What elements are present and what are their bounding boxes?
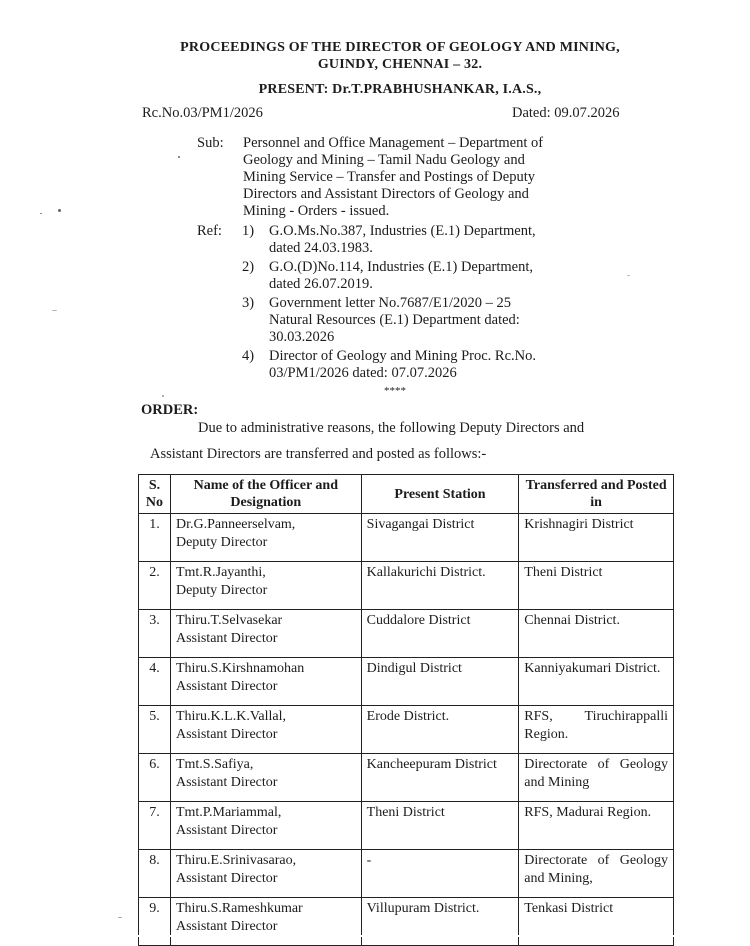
subject-label: Sub: xyxy=(197,135,224,151)
officer-designation: Assistant Director xyxy=(175,871,278,886)
present-station: Kallakurichi District. xyxy=(361,562,519,610)
row-sno: 1. xyxy=(139,514,171,562)
reference-item-4 xyxy=(269,348,610,382)
table-row xyxy=(139,706,674,754)
present-station: Villupuram District. xyxy=(361,898,519,946)
scan-speck xyxy=(52,310,57,311)
row-sno: 9. xyxy=(139,898,171,946)
present-station: Cuddalore District xyxy=(361,610,519,658)
officer-name: Thiru.E.Srinivasarao, xyxy=(175,853,297,868)
table-header-row xyxy=(139,475,674,514)
table-row xyxy=(139,754,674,802)
officer-designation: Assistant Director xyxy=(175,775,278,790)
table-row xyxy=(139,850,674,898)
reference-item-3 xyxy=(269,295,610,346)
scan-speck xyxy=(40,213,42,214)
officer-cell xyxy=(170,610,361,658)
subject-line: Mining - Orders - issued. xyxy=(243,203,390,219)
reference-item-2 xyxy=(269,259,610,293)
reference-number: Rc.No.03/PM1/2026 xyxy=(142,105,263,121)
reference-line: Director of Geology and Mining Proc. Rc.No. xyxy=(269,348,536,364)
row-sno: 3. xyxy=(139,610,171,658)
officer-name: Tmt.S.Safiya, xyxy=(175,757,254,772)
reference-line: G.O.(D)No.114, Industries (E.1) Department, xyxy=(269,259,534,275)
officer-cell xyxy=(170,706,361,754)
references-label: Ref: xyxy=(197,223,222,239)
reference-item-1 xyxy=(269,223,610,257)
reference-number-1: 1) xyxy=(242,223,255,239)
subject-line: Geology and Mining – Tamil Nadu Geology and xyxy=(243,152,525,168)
officer-cell xyxy=(170,802,361,850)
reference-line: Government letter No.7687/E1/2020 – 25 xyxy=(269,295,512,311)
officer-cell xyxy=(170,514,361,562)
officer-designation: Assistant Director xyxy=(175,631,278,646)
subject-line: Directors and Assistant Directors of Geology and xyxy=(243,186,529,202)
row-sno: 6. xyxy=(139,754,171,802)
reference-number-4: 4) xyxy=(242,348,255,364)
table-row xyxy=(139,562,674,610)
present-line: PRESENT: Dr.T.PRABHUSHANKAR, I.A.S., xyxy=(258,82,542,97)
row-sno: 5. xyxy=(139,706,171,754)
posted-in: Directorate of Geology and Mining xyxy=(519,754,674,802)
posted-in: Theni District xyxy=(519,562,674,610)
header-title-line2: GUINDY, CHENNAI – 32. xyxy=(317,57,483,72)
subject-text xyxy=(243,135,610,220)
scan-speck xyxy=(118,917,122,918)
column-header-posted-in: Transferred and Posted in xyxy=(519,475,674,514)
present-station: Dindigul District xyxy=(361,658,519,706)
subject-line: Personnel and Office Management – Department of xyxy=(243,135,544,151)
header-title-line1: PROCEEDINGS OF THE DIRECTOR OF GEOLOGY AND MINING, xyxy=(180,40,620,55)
row-sno: 8. xyxy=(139,850,171,898)
posted-in: Tenkasi District xyxy=(519,898,674,946)
present-station: Erode District. xyxy=(361,706,519,754)
separator-stars: **** xyxy=(384,385,406,397)
posted-in: Krishnagiri District xyxy=(519,514,674,562)
officer-designation: Deputy Director xyxy=(175,535,268,550)
present-station: - xyxy=(361,850,519,898)
reference-number-2: 2) xyxy=(242,259,255,275)
officer-name: Thiru.K.L.K.Vallal, xyxy=(175,709,286,724)
reference-line: G.O.Ms.No.387, Industries (E.1) Department, xyxy=(269,223,536,239)
reference-line: dated 26.07.2019. xyxy=(269,276,373,292)
present-station: Kancheepuram District xyxy=(361,754,519,802)
posted-in: Kanniyakumari District. xyxy=(519,658,674,706)
posted-in: RFS, Tiruchirappalli Region. xyxy=(519,706,674,754)
officer-name: Tmt.P.Mariammal, xyxy=(175,805,282,820)
row-sno: 2. xyxy=(139,562,171,610)
reference-line: 03/PM1/2026 dated: 07.07.2026 xyxy=(269,365,457,381)
officer-name: Thiru.T.Selvasekar xyxy=(175,613,283,628)
present-station: Theni District xyxy=(361,802,519,850)
officer-cell xyxy=(170,850,361,898)
scan-speck xyxy=(58,209,61,212)
officer-designation: Assistant Director xyxy=(175,679,278,694)
officer-name: Dr.G.Panneerselvam, xyxy=(175,517,296,532)
posted-in: RFS, Madurai Region. xyxy=(519,802,674,850)
posted-in: Chennai District. xyxy=(519,610,674,658)
officer-cell xyxy=(170,754,361,802)
table-row xyxy=(139,514,674,562)
order-paragraph-line2: Assistant Directors are transferred and posted as follows:- xyxy=(150,446,487,462)
officer-cell xyxy=(170,658,361,706)
order-paragraph-line1: Due to administrative reasons, the following Deputy Directors and xyxy=(198,420,585,436)
table-row xyxy=(139,610,674,658)
officer-name: Thiru.S.Rameshkumar xyxy=(175,901,303,916)
order-heading: ORDER: xyxy=(141,402,199,418)
table-row xyxy=(139,898,674,946)
officer-designation: Assistant Director xyxy=(175,727,278,742)
scan-speck xyxy=(162,395,164,397)
officer-name: Thiru.S.Kirshnamohan xyxy=(175,661,305,676)
officer-cell xyxy=(170,898,361,946)
officer-cell xyxy=(170,562,361,610)
scan-speck xyxy=(178,156,180,158)
column-header-name: Name of the Officer and Designation xyxy=(170,475,361,514)
column-header-sno: S. No xyxy=(139,475,171,514)
row-sno: 7. xyxy=(139,802,171,850)
officer-designation: Deputy Director xyxy=(175,583,268,598)
present-station: Sivagangai District xyxy=(361,514,519,562)
column-header-present-station: Present Station xyxy=(361,475,519,514)
officer-designation: Assistant Director xyxy=(175,919,278,934)
reference-line: Natural Resources (E.1) Department dated: xyxy=(269,312,520,328)
transfer-table xyxy=(138,474,674,946)
table-row xyxy=(139,802,674,850)
row-sno: 4. xyxy=(139,658,171,706)
officer-designation: Assistant Director xyxy=(175,823,278,838)
posted-in: Directorate of Geology and Mining, xyxy=(519,850,674,898)
order-date: Dated: 09.07.2026 xyxy=(512,105,620,121)
officer-name: Tmt.R.Jayanthi, xyxy=(175,565,266,580)
reference-number-3: 3) xyxy=(242,295,255,311)
scan-speck xyxy=(627,275,630,276)
reference-line: dated 24.03.1983. xyxy=(269,240,373,256)
table-row xyxy=(139,658,674,706)
reference-line: 30.03.2026 xyxy=(269,329,335,345)
subject-line: Mining Service – Transfer and Postings of Deputy xyxy=(243,169,535,185)
